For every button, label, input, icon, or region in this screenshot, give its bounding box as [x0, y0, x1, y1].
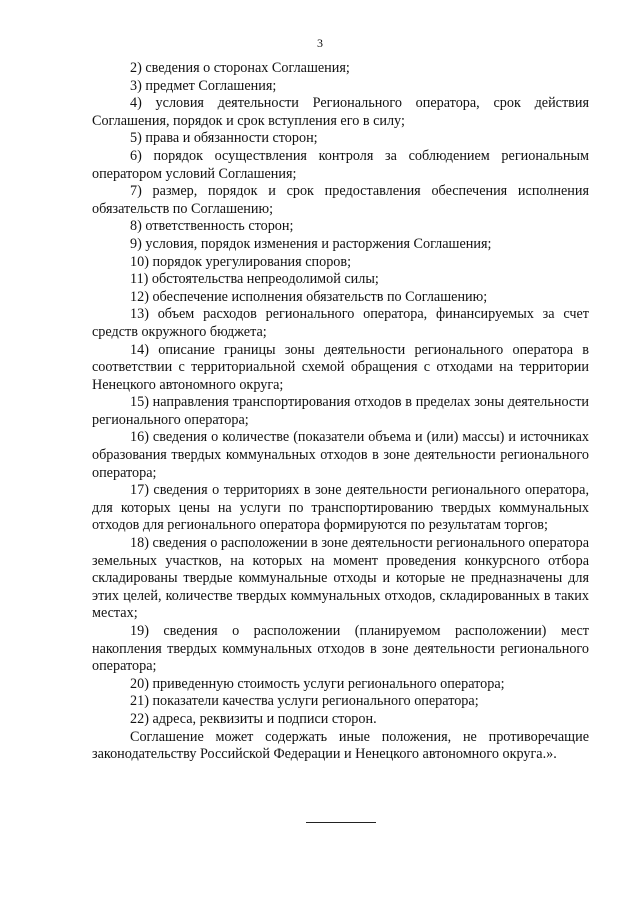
list-item-16: 16) сведения о количестве (показатели объема и (или) массы) и источниках образования твердых коммунальных отходов в зоне деятельности регионального оператора;: [92, 429, 589, 481]
list-item-12: 12) обеспечение исполнения обязательств по Соглашению;: [130, 288, 488, 305]
list-item-5: 5) права и обязанности сторон;: [130, 130, 318, 147]
list-item-10: 10) порядок урегулирования споров;: [130, 253, 352, 270]
page-number: 3: [317, 36, 323, 50]
list-item-18: 18) сведения о расположении в зоне деятельности регионального оператора земельных участков, на которых на момент проведения конкурсного отбора складированы твердые коммунальные отходы и которые не предназначены для этих целей, количестве твердых коммунальных отходов, складированных в таких местах;: [92, 535, 589, 622]
list-item-21: 21) показатели качества услуги регионального оператора;: [130, 693, 479, 710]
list-item-15: 15) направления транспортирования отходов в пределах зоны деятельности регионального оператора;: [92, 394, 589, 428]
list-item-7: 7) размер, порядок и срок предоставления обеспечения исполнения обязательств по Соглашению;: [92, 183, 589, 217]
list-item-6: 6) порядок осуществления контроля за соблюдением региональным оператором условий Соглашения;: [92, 147, 589, 182]
list-item-20: 20) приведенную стоимость услуги регионального оператора;: [130, 675, 505, 692]
list-item-14: 14) описание границы зоны деятельности регионального оператора в соответствии с территориальной схемой обращения с отходами на территории Ненецкого автономного округа;: [92, 341, 589, 393]
closing-paragraph: Соглашение может содержать иные положения, не противоречащие законодательству Российской Федерации и Ненецкого автономного округа.».: [92, 728, 589, 763]
list-item-11: 11) обстоятельства непреодолимой силы;: [130, 271, 379, 288]
list-item-2: 2) сведения о сторонах Соглашения;: [130, 60, 350, 76]
list-item-13: 13) объем расходов регионального оператора, финансируемых за счет средств окружного бюджета;: [92, 306, 589, 340]
list-item-17: 17) сведения о территориях в зоне деятельности регионального оператора, для которых цены на услуги по транспортированию твердых коммунальных отходов для регионального оператора формируются по результатам торгов;: [92, 482, 589, 534]
document-body: [92, 60, 589, 764]
list-item-22: 22) адреса, реквизиты и подписи сторон.: [130, 710, 377, 727]
list-item-4: 4) условия деятельности Регионального оператора, срок действия Соглашения, порядок и срок вступления его в силу;: [92, 95, 589, 129]
list-item-19: 19) сведения о расположении (планируемом расположении) мест накопления твердых коммунальных отходов в зоне деятельности регионального оператора;: [92, 623, 589, 675]
list-item-9: 9) условия, порядок изменения и расторжения Соглашения;: [130, 235, 492, 252]
end-of-document-line: [306, 822, 376, 823]
list-item-8: 8) ответственность сторон;: [130, 218, 294, 235]
list-item-3: 3) предмет Соглашения;: [130, 77, 277, 94]
